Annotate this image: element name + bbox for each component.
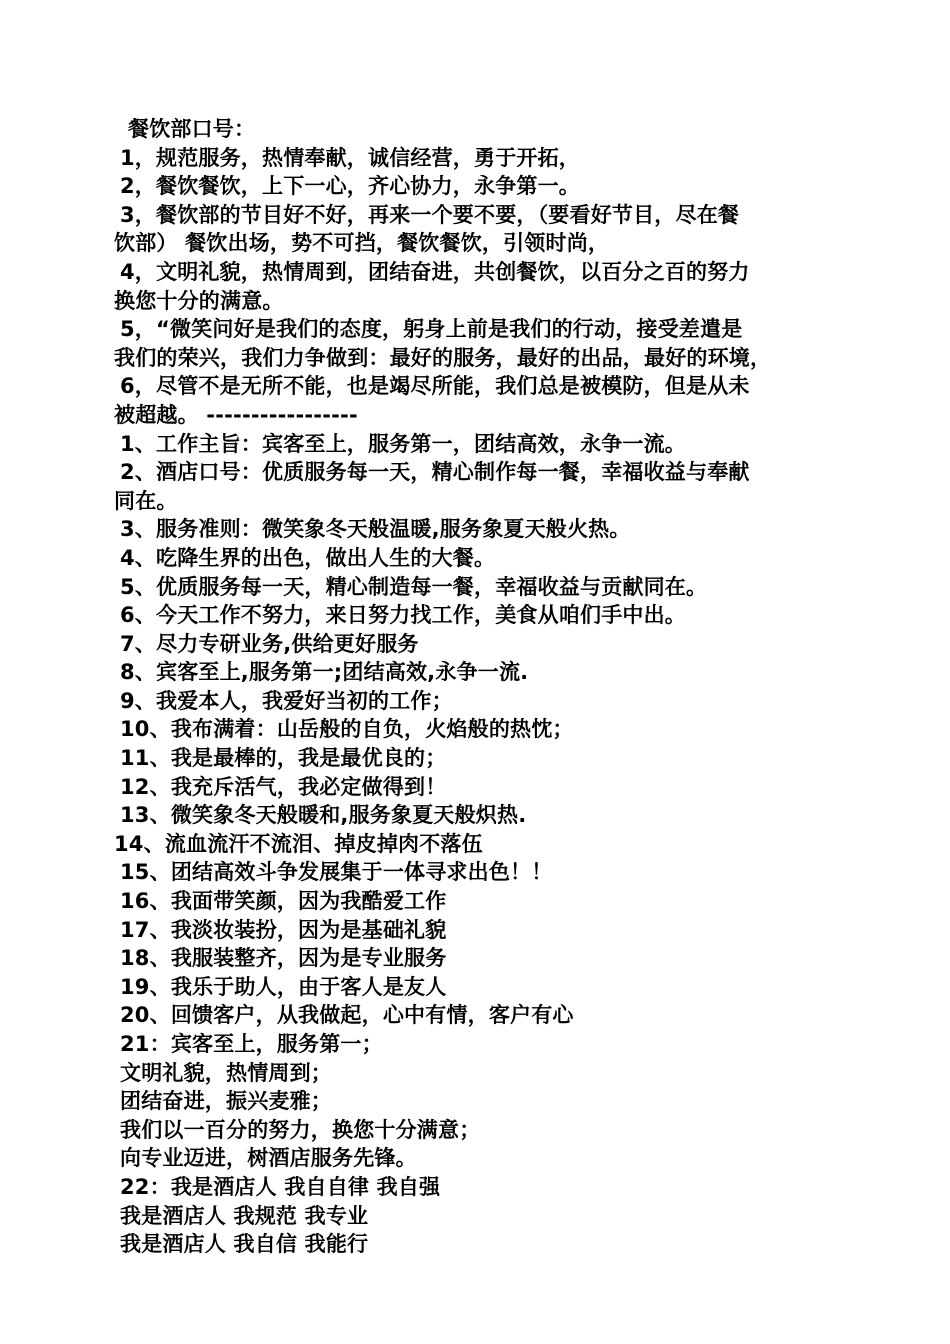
- text-line: 团结奋进，振兴麦雅；: [120, 1089, 332, 1114]
- text-line: 向专业迈进，树酒店服务先锋。: [120, 1146, 417, 1171]
- text-line: 换您十分的满意。: [114, 288, 284, 313]
- text-line: 4、吃降生界的出色，做出人生的大餐。: [120, 545, 496, 570]
- text-line: 19、我乐于助人，由于客人是友人: [120, 974, 447, 999]
- text-line: 17、我淡妆装扮，因为是基础礼貌: [120, 917, 447, 942]
- text-line: 1，规范服务，热情奉献，诚信经营，勇于开拓，: [120, 145, 581, 170]
- text-line: 21：宾客至上，服务第一；: [120, 1032, 383, 1056]
- text-line: 文明礼貌，热情周到；: [120, 1060, 332, 1085]
- text-line: 我们以一百分的努力，换您十分满意；: [120, 1117, 481, 1142]
- text-line: 1、工作主旨：宾客至上，服务第一，团结高效，永争一流。: [120, 431, 687, 456]
- text-line: 14、流血流汗不流泪、掉皮掉肉不落伍: [114, 831, 483, 856]
- text-line: 6，尽管不是无所不能，也是竭尽所能，我们总是被模防，但是从未: [120, 374, 750, 399]
- text-line: 3、服务准则：微笑象冬天般温暖,服务象夏天般火热。: [120, 517, 631, 542]
- text-line: 7、尽力专研业务,供给更好服务: [120, 631, 419, 656]
- text-line: 5、优质服务每一天，精心制造每一餐，幸福收益与贡献同在。: [120, 574, 708, 599]
- text-line: 4，文明礼貌，热情周到，团结奋进，共创餐饮，以百分之百的努力: [120, 259, 750, 284]
- text-line: 2，餐饮餐饮，上下一心，齐心协力，永争第一。: [120, 174, 581, 199]
- text-line: 我是酒店人 我自信 我能行: [120, 1232, 369, 1257]
- text-line: 10、我布满着：山岳般的自负，火焰般的热忱；: [120, 717, 574, 742]
- text-line: 18、我服装整齐，因为是专业服务: [120, 946, 447, 971]
- text-line: 22：我是酒店人 我自自律 我自强: [120, 1174, 441, 1199]
- text-line: 6、今天工作不努力，来日努力找工作，美食从咱们手中出。: [120, 603, 687, 628]
- text-line: 我们的荣兴，我们力争做到：最好的服务，最好的出品，最好的环境，: [114, 345, 772, 370]
- slogan-text-block: [114, 115, 844, 1259]
- text-line: 15、团结高效斗争发展集于一体寻求出色！！: [120, 860, 553, 885]
- text-line: 3，餐饮部的节目好不好，再来一个要不要，（要看好节目，尽在餐: [120, 202, 740, 227]
- text-line: 13、微笑象冬天般暖和,服务象夏天般炽热.: [120, 803, 527, 828]
- text-line: 12、我充斥活气，我必定做得到！: [120, 774, 447, 799]
- text-line: 9、我爱本人，我爱好当初的工作；: [120, 688, 453, 713]
- text-line: 5，“微笑问好是我们的态度，躬身上前是我们的行动，接受差遣是: [120, 317, 743, 342]
- text-line: 8、宾客至上,服务第一;团结高效,永争一流.: [120, 660, 529, 685]
- text-line: 我是酒店人 我规范 我专业: [120, 1203, 369, 1228]
- text-line: 20、回馈客户，从我做起，心中有情，客户有心: [120, 1003, 574, 1028]
- text-line: 16、我面带笑颜，因为我酷爱工作: [120, 889, 447, 914]
- text-line: 被超越。 -----------------: [114, 402, 358, 427]
- text-line: 11、我是最棒的，我是最优良的；: [120, 746, 447, 771]
- text-line: 同在。: [114, 488, 178, 513]
- text-line: 2、酒店口号：优质服务每一天，精心制作每一餐，幸福收益与奉献: [120, 460, 750, 485]
- text-line: 饮部） 餐饮出场，势不可挡，餐饮餐饮，引领时尚，: [114, 231, 610, 256]
- heading-line: 餐饮部口号：: [128, 117, 256, 141]
